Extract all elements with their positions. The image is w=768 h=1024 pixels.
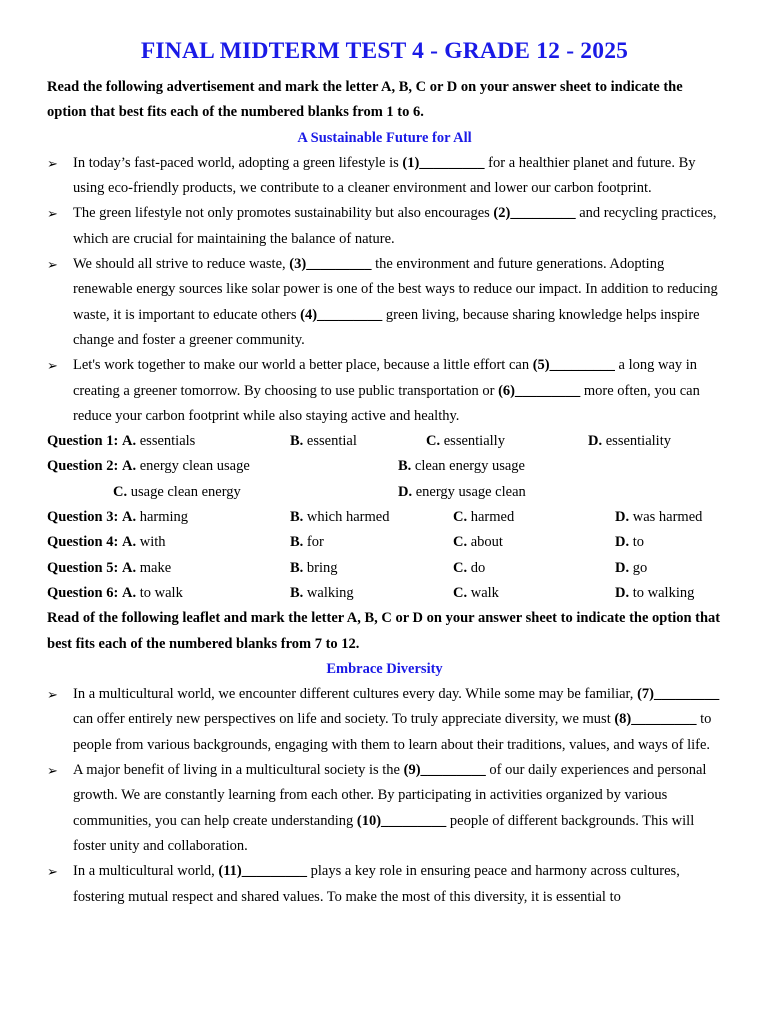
section2-heading: Embrace Diversity	[326, 660, 443, 677]
paragraph-text: In a multicultural world, we encounter different cultures every day. While some may be familiar,	[73, 686, 638, 703]
question-1	[47, 429, 722, 454]
paragraph-text: In today’s fast-paced world, adopting a green lifestyle is	[73, 154, 403, 171]
option-d: D. go	[615, 559, 648, 576]
section1-bullets	[47, 151, 722, 429]
question-4	[47, 530, 722, 555]
option-a: A. to walk	[122, 584, 183, 601]
paragraph-text: to people from various backgrounds, engaging with them to learn about their traditions, values, and ways of life.	[73, 711, 712, 753]
paragraph-text: a long way in creating a greener tomorrow. By choosing to use public transportation or	[73, 357, 698, 399]
option-c: C. about	[453, 534, 503, 551]
section1-instruction: Read the following advertisement and mark the letter A, B, C or D on your answer sheet to indicate the option that best fits each of the numbered blanks from 1 to 6.	[47, 79, 683, 121]
option-c: C. harmed	[453, 509, 515, 526]
question-5	[47, 556, 722, 581]
question-6	[47, 581, 722, 606]
paragraph-text: plays a key role in ensuring peace and harmony across cultures, fostering mutual respect and shared values. To make the most of this diversity, it is essential to	[73, 863, 680, 905]
bullet-paragraph	[47, 682, 722, 758]
option-a: A. with	[122, 534, 166, 551]
question-label: Question 6:	[47, 584, 119, 601]
bullet-paragraph	[47, 859, 722, 910]
page-title: FINAL MIDTERM TEST 4 - GRADE 12 - 2025	[140, 38, 629, 64]
answer-blank: (6)_________	[498, 382, 581, 399]
paragraph-text: In a multicultural world,	[73, 863, 219, 880]
paragraph-text: and recycling practices, which are crucial for maintaining the balance of nature.	[73, 205, 717, 247]
answer-blank: (5)_________	[532, 357, 615, 374]
arrow-bullet-icon: ➢	[47, 155, 58, 171]
option-d: D. to	[615, 534, 645, 551]
option-b: B. walking	[290, 584, 354, 601]
answer-blank: (8)_________	[614, 711, 697, 728]
arrow-bullet-icon: ➢	[47, 206, 58, 222]
section2-bullets	[47, 682, 722, 910]
question-2	[47, 454, 722, 479]
option-c: C. essentially	[426, 433, 505, 450]
option-b: B. bring	[290, 559, 338, 576]
option-c: C. do	[453, 559, 486, 576]
paragraph-text: can offer entirely new perspectives on life and society. To truly appreciate diversity, we must	[73, 711, 615, 728]
paragraph-text: people of different backgrounds. This will foster unity and collaboration.	[73, 812, 695, 854]
paragraph-text: more often, you can reduce your carbon footprint while also staying active and healthy.	[73, 382, 700, 424]
arrow-bullet-icon: ➢	[47, 257, 58, 273]
section1-heading: A Sustainable Future for All	[297, 129, 472, 146]
question-3	[47, 505, 722, 530]
option-d: D. essentiality	[588, 433, 671, 450]
bullet-paragraph	[47, 201, 722, 252]
option-b: B. for	[290, 534, 324, 551]
option-b: B. essential	[290, 433, 357, 450]
paragraph-text: green living, because sharing knowledge helps inspire change and foster a greener community.	[73, 306, 700, 348]
option-d: D. was harmed	[615, 509, 703, 526]
document-page	[47, 38, 722, 910]
bullet-paragraph	[47, 252, 722, 353]
arrow-bullet-icon: ➢	[47, 864, 58, 880]
paragraph-text: of our daily experiences and personal growth. We are constantly learning from each other. By participating in activities organized by various communities, you can help create understanding	[73, 762, 707, 829]
paragraph-text: Let's work together to make our world a better place, because a little effort can	[73, 357, 533, 374]
paragraph-text: for a healthier planet and future. By using eco-friendly products, we contribute to a cleaner environment and lower our carbon footprint.	[73, 154, 696, 197]
question-2-row2	[47, 480, 722, 505]
answer-blank: (3)_________	[289, 256, 372, 273]
question-label: Question 3:	[47, 509, 119, 526]
paragraph-text: the environment and future generations. Adopting renewable energy sources like solar power is one of the best ways to reduce our impact. In addition to reducing waste, it is important to educate others	[73, 256, 718, 323]
answer-blank: (2)_________	[493, 205, 576, 222]
question-label: Question 1:	[47, 433, 119, 450]
option-c: C. usage clean energy	[113, 483, 241, 500]
arrow-bullet-icon: ➢	[47, 687, 58, 703]
bullet-paragraph	[47, 353, 722, 429]
question-label: Question 4:	[47, 534, 119, 551]
paragraph-text: A major benefit of living in a multicultural society is the	[73, 762, 404, 779]
option-d: D. energy usage clean	[398, 483, 526, 500]
answer-blank: (1)_________	[402, 154, 485, 171]
section2-instruction: Read of the following leaflet and mark the letter A, B, C or D on your answer sheet to indicate the option that best fits each of the numbered blanks from 7 to 12.	[47, 610, 721, 652]
paragraph-text: The green lifestyle not only promotes sustainability but also encourages	[73, 205, 494, 222]
option-c: C. walk	[453, 584, 499, 601]
option-a: A. harming	[122, 509, 189, 526]
arrow-bullet-icon: ➢	[47, 763, 58, 779]
option-a: A. make	[122, 559, 172, 576]
question-label: Question 2:	[47, 458, 119, 475]
bullet-paragraph	[47, 758, 722, 859]
bullet-paragraph	[47, 151, 722, 202]
paragraph-text: We should all strive to reduce waste,	[73, 256, 290, 273]
option-d: D. to walking	[615, 584, 695, 601]
answer-blank: (7)_________	[637, 686, 720, 703]
option-b: B. which harmed	[290, 509, 390, 526]
answer-blank: (4)_________	[300, 306, 383, 323]
option-a: A. energy clean usage	[122, 458, 250, 475]
answer-blank: (9)_________	[403, 762, 486, 779]
arrow-bullet-icon: ➢	[47, 358, 58, 374]
question-label: Question 5:	[47, 559, 119, 576]
option-b: B. clean energy usage	[398, 458, 525, 475]
answer-blank: (10)_________	[356, 812, 447, 829]
answer-blank: (11)_________	[218, 863, 307, 880]
option-a: A. essentials	[122, 433, 196, 450]
